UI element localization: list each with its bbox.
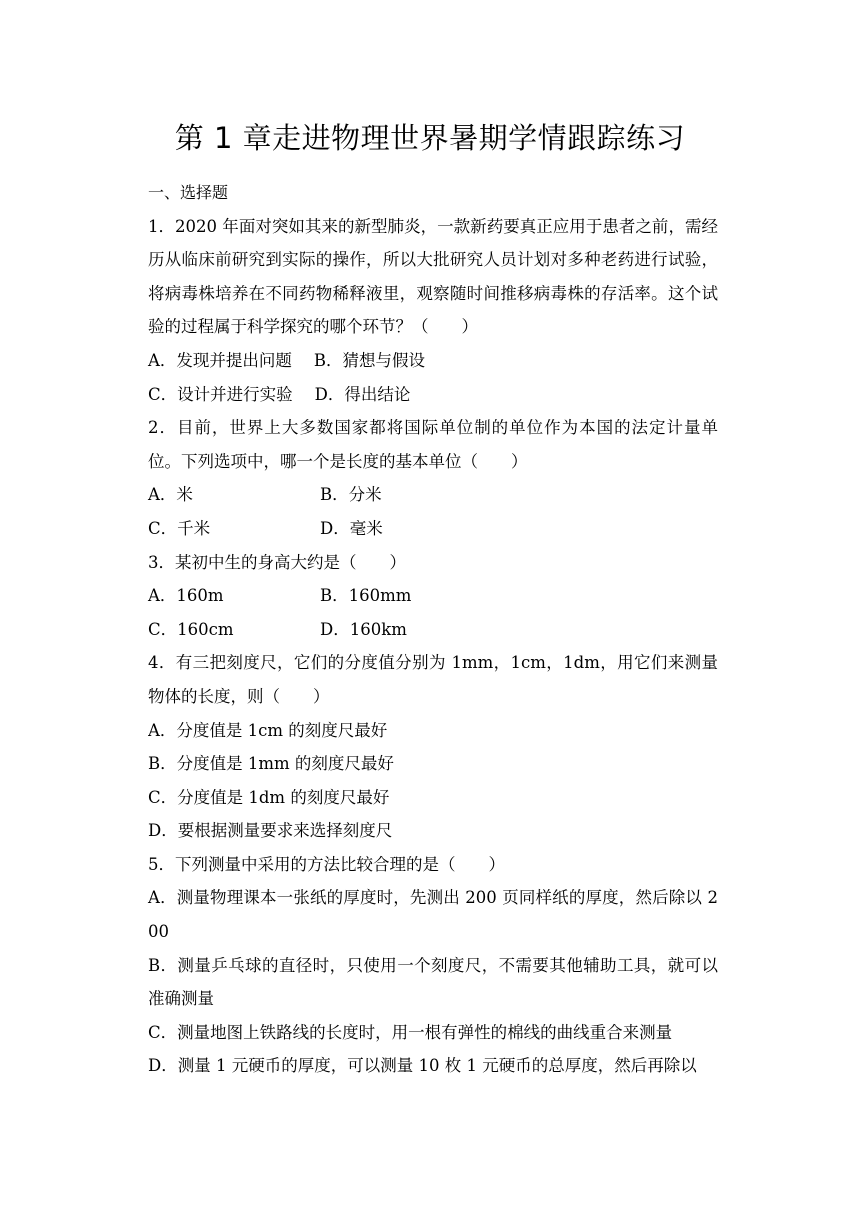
option-a: A．分度值是 1cm 的刻度尺最好 (148, 720, 388, 740)
question-stem: 3．某初中生的身高大约是（ ） (148, 552, 406, 572)
option-d: D．测量 1 元硬币的厚度，可以测量 10 枚 1 元硬币的总厚度，然后再除以 (148, 1056, 697, 1076)
question-5 (148, 848, 718, 1083)
question-stem: 4．有三把刻度尺，它们的分度值分别为 1mm，1cm，1dm，用它们来测量物体的长度，则（ ） (148, 653, 718, 706)
question-stem: 2．目前，世界上大多数国家都将国际单位制的单位作为本国的法定计量单位。下列选项中，哪一个是长度的基本单位（ ） (148, 418, 718, 471)
option-b: B．160mm (320, 586, 412, 606)
document-body (148, 176, 718, 1083)
option-a: A．米 (148, 485, 193, 505)
option-c: C．设计并进行实验 (148, 384, 293, 404)
option-d: D．得出结论 (314, 384, 411, 404)
option-b: B．测量乒乓球的直径时，只使用一个刻度尺，不需要其他辅助工具，就可以准确测量 (148, 955, 718, 1009)
option-a: A．160m (148, 586, 224, 606)
option-row (148, 478, 718, 512)
option-d: D．160km (320, 619, 407, 639)
option-c: C．测量地图上铁路线的长度时，用一根有弹性的棉线的曲线重合来测量 (148, 1022, 673, 1042)
option-d: D．要根据测量要求来选择刻度尺 (148, 821, 393, 841)
option-b: B．猜想与假设 (313, 350, 426, 370)
option-a: A．发现并提出问题 (148, 350, 292, 370)
question-3 (148, 546, 718, 647)
option-row (148, 512, 718, 546)
question-4 (148, 646, 718, 848)
option-row (148, 378, 718, 412)
option-a: A．测量物理课本一张纸的厚度时，先测出 200 页同样纸的厚度，然后除以 200 (148, 888, 718, 942)
option-row (148, 579, 718, 613)
option-c: C．160cm (148, 619, 234, 639)
question-2 (148, 411, 718, 545)
section-heading: 一、选择题 (148, 183, 229, 202)
question-stem: 1．2020 年面对突如其来的新型肺炎，一款新药要真正应用于患者之前，需经历从临床前研究到实际的操作，所以大批研究人员计划对多种老药进行试验，将病毒株培养在不同药物稀释液里，观察随时间推移病毒株的存活率。这个试验的过程属于科学探究的哪个环节？（ ） (148, 216, 718, 337)
option-d: D．毫米 (320, 518, 383, 538)
page-title: 第 1 章走进物理世界暑期学情跟踪练习 (174, 121, 686, 155)
option-row (148, 613, 718, 647)
option-c: C．分度值是 1dm 的刻度尺最好 (148, 787, 390, 807)
option-b: B．分米 (320, 485, 382, 505)
option-c: C．千米 (148, 518, 211, 538)
option-b: B．分度值是 1mm 的刻度尺最好 (148, 754, 394, 774)
question-1 (148, 210, 718, 412)
option-row (148, 344, 718, 378)
question-stem: 5．下列测量中采用的方法比较合理的是（ ） (148, 854, 505, 874)
